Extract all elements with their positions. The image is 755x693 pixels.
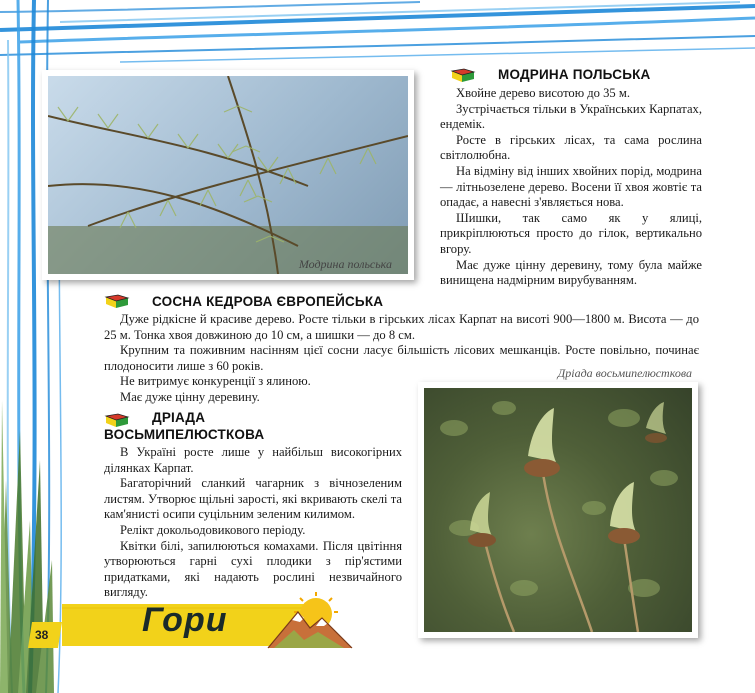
larch-text <box>440 86 702 289</box>
dryas-caption: Дріада восьмипелюсткова <box>557 366 692 380</box>
dryas-photo <box>418 366 698 638</box>
dryas-title-line1: ДРІАДА <box>152 410 206 425</box>
page-number: 38 <box>35 628 49 642</box>
dryas-title-line2: ВОСЬМИПЕЛЮСТКОВА <box>104 427 265 442</box>
larch-paragraph: Шишки, так само як у ялиці, прикріплюються просто до гілок, вертикально вгору. <box>440 210 702 256</box>
larch-paragraph: Має дуже цінну деревину, тому була майже винищена надмірним вирубуванням. <box>440 257 702 288</box>
book-icon <box>450 68 476 83</box>
mountain-sun-icon <box>264 590 356 652</box>
larch-paragraph: Хвойне дерево висотою до 35 м. <box>456 86 630 100</box>
pine-paragraph: Крупним та поживним насінням цієї сосни ласує більшість лісових мешканців. Росте повільно, починає плодоносити лише з 60 років. <box>104 343 699 373</box>
section-title: Гори <box>142 601 228 639</box>
dryas-image <box>424 388 692 632</box>
dryas-paragraph: Квітки білі, запилюються комахами. Після цвітіння утворюються гарні сухі плодики з пір'ястими придатками, які надають рослині незвичайного вигляду. <box>104 538 402 600</box>
pine-paragraph: Не витримує конкуренції з ялиною. <box>120 374 311 389</box>
dryas-paragraph: Релікт докольодовикового періоду. <box>120 522 306 537</box>
dryas-paragraph: В Україні росте лише у найбільш високогірних ділянках Карпат. <box>104 445 402 475</box>
pine-title: СОСНА КЕДРОВА ЄВРОПЕЙСЬКА <box>152 294 384 309</box>
book-icon <box>104 294 130 309</box>
larch-photo <box>42 70 414 280</box>
dryas-paragraph: Багаторічний сланкий чагарник з вічнозеленим листям. Утворює щільні зарості, які вкривають скелі та кам'янисті осипи суцільним зеленим килимом. <box>104 476 402 522</box>
pine-paragraph: Дуже рідкісне й красиве дерево. Росте тільки в гірських лісах Карпат на висоті 900—1800 м. Висота — до 25 м. Тонка хвоя довжиною до 10 см, а шишки — до 8 см. <box>104 312 699 342</box>
larch-paragraph: На відміну від інших хвойних порід, модрина — літньозелене дерево. Восени її хвоя жовтіє та опадає, а навесні з'являється нова. <box>440 163 702 210</box>
larch-title: МОДРИНА ПОЛЬСЬКА <box>498 67 651 82</box>
larch-image <box>48 76 408 274</box>
larch-paragraph: Росте в гірських лісах, та сама рослина світлолюбна. <box>440 132 702 163</box>
larch-paragraph: Зустрічається тільки в Українських Карпатах, ендемік. <box>440 101 702 132</box>
book-icon <box>104 413 130 428</box>
pine-paragraph: Має дуже цінну деревину. <box>120 389 260 404</box>
dryas-text <box>104 445 402 601</box>
larch-caption: Модрина польська <box>298 257 392 271</box>
